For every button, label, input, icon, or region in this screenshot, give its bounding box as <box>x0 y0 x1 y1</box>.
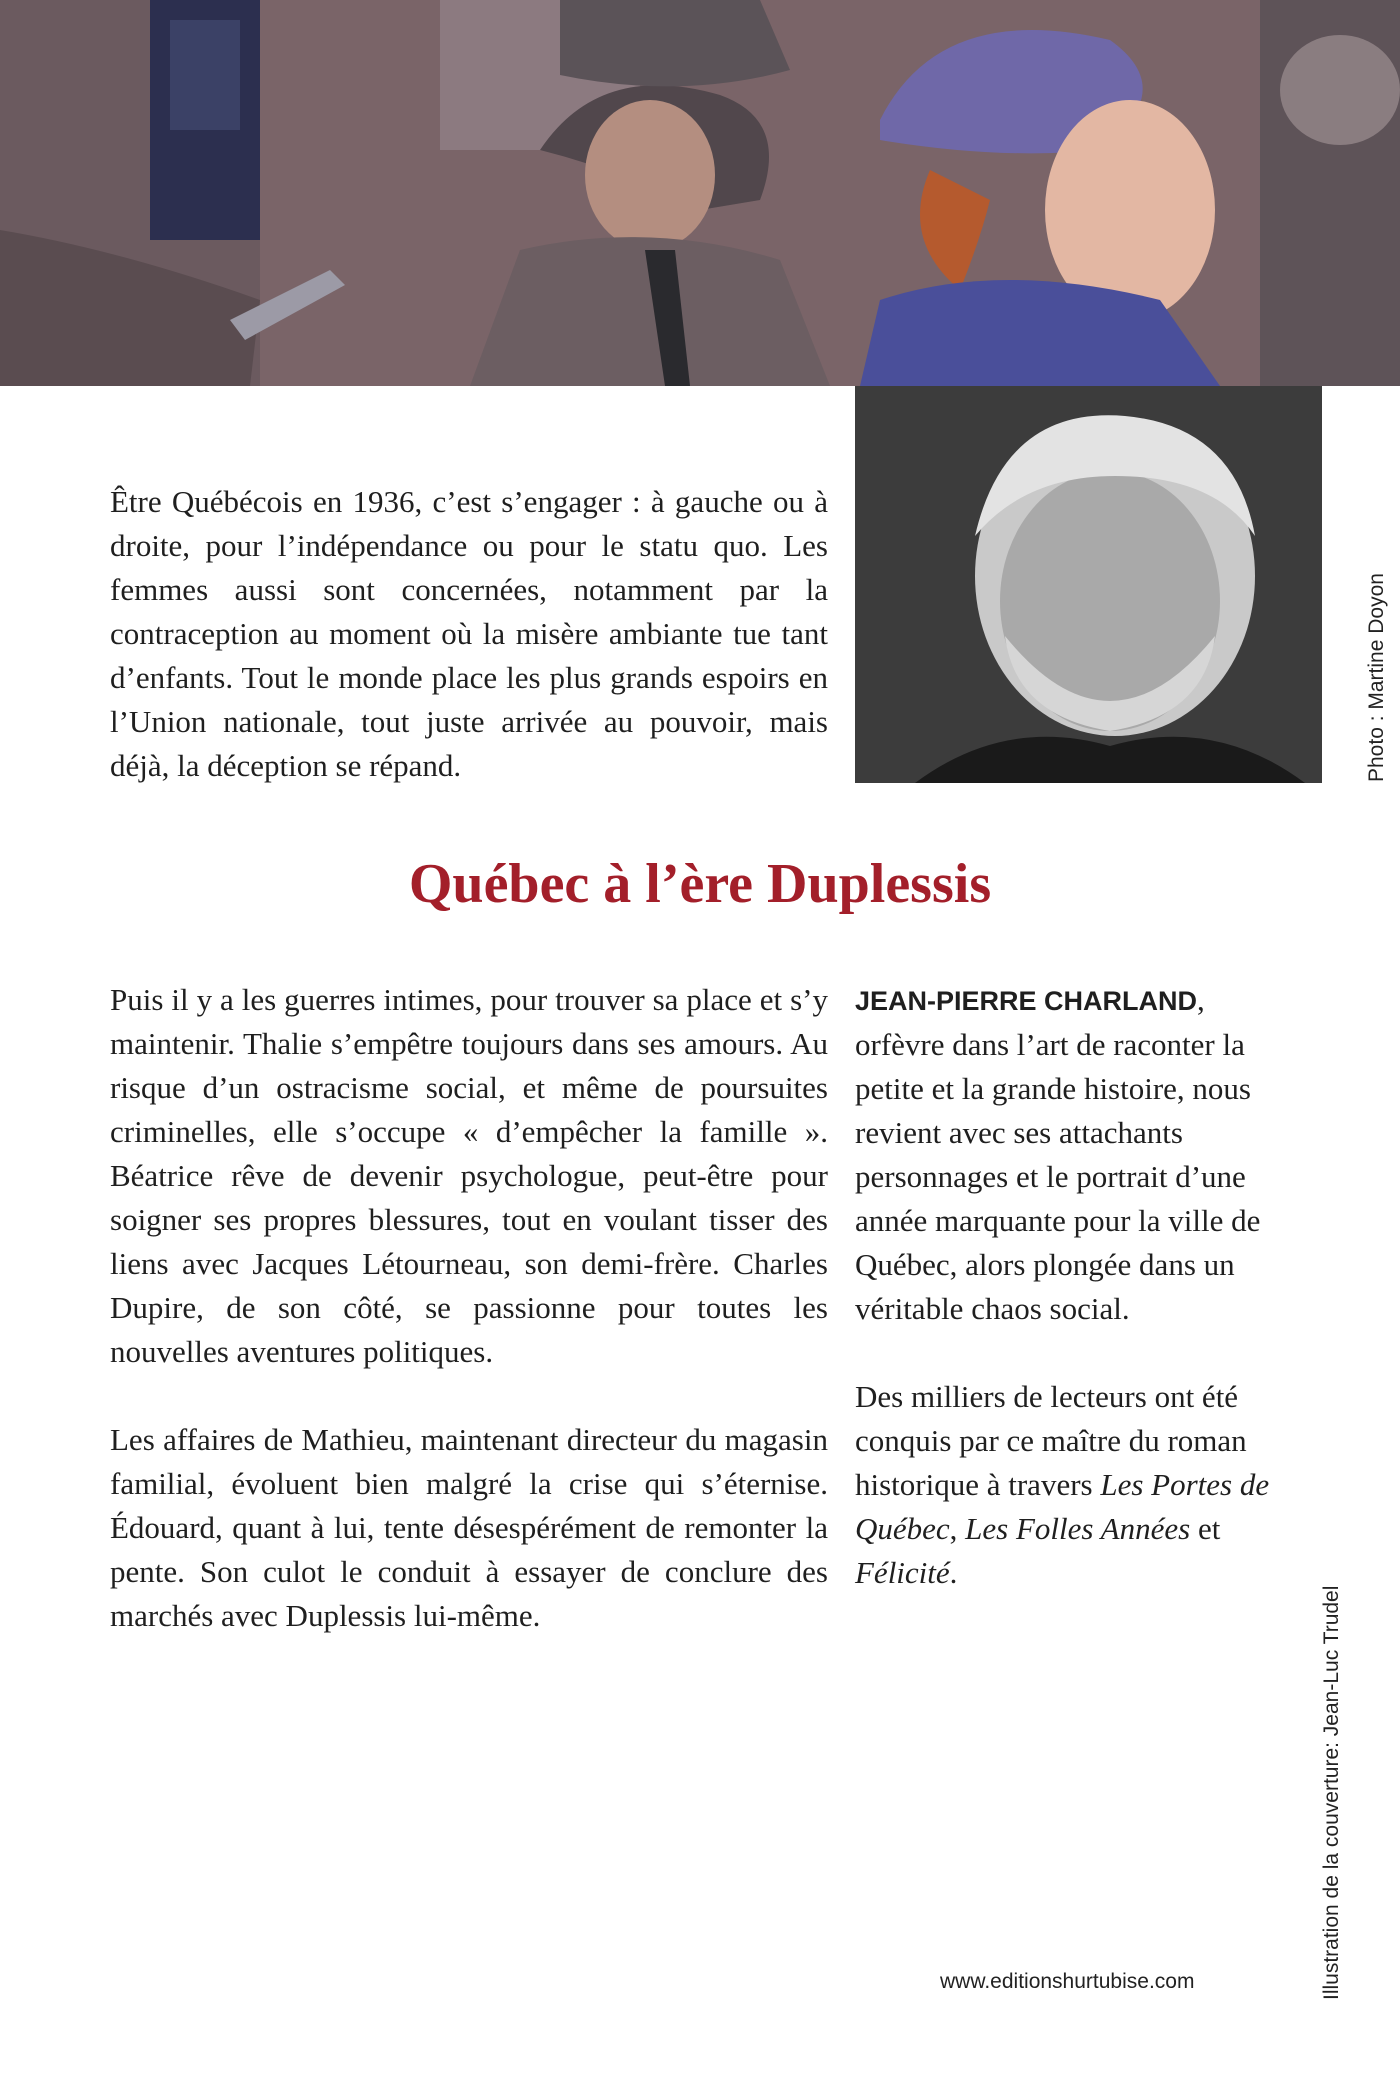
summary-paragraph-1: Puis il y a les guerres intimes, pour trouver sa place et s’y maintenir. Thalie s’empêtre toujours dans ses amours. Au risque d’un ostracisme social, et même de poursuites criminelles, elle s’occupe « d’empêcher la famille ». Béatrice rêve de devenir psychologue, peut-être pour soigner ses propres blessures, tout en voulant tisser des liens avec Jacques Létourneau, son demi-frère. Charles Dupire, de son côté, se passionne pour toutes les nouvelles aventures politiques. <box>110 982 828 1369</box>
cover-illustration <box>0 0 1400 386</box>
author-name: JEAN-PIERRE CHARLAND <box>855 986 1198 1016</box>
cover-credit <box>1320 1585 1350 2030</box>
sentence-end: . <box>949 1555 958 1590</box>
summary-column <box>110 978 828 1682</box>
readers-paragraph <box>855 1375 1295 1595</box>
summary-paragraph-2: Les affaires de Mathieu, maintenant directeur du magasin familial, évoluent bien malgré la crise qui s’éternise. Édouard, quant à lui, tente désespérément de remonter la pente. Son culot le conduit à essayer de conclure des marchés avec Duplessis lui-même. <box>110 1422 828 1633</box>
intro-paragraph: Être Québécois en 1936, c’est s’engager : à gauche ou à droite, pour l’indépendance ou pour le statu quo. Les femmes aussi sont concernées, notamment par la contraception au moment où la misère ambiante tue tant d’enfants. Tout le monde place les plus grands espoirs en l’Union nationale, tout juste arrivée au pouvoir, mais déjà, la déception se répand. <box>110 484 828 783</box>
author-bio-text: , orfèvre dans l’art de raconter la petite et la grande histoire, nous revient avec ses attachants personnages et le portrait d’une année marquante pour la ville de Québec, alors plongée dans un véritable chaos social. <box>855 982 1261 1326</box>
section-title: Québec à l’ère Duplessis <box>408 853 992 915</box>
book-title-1: Les Portes de Québec <box>855 1467 1270 1546</box>
publisher-website[interactable]: www.editionshurtubise.com <box>940 1970 1195 1993</box>
photo-credit-text: Photo : Martine Doyon <box>1365 573 1388 782</box>
author-bio <box>855 978 1295 1331</box>
readers-intro: Des milliers de lecteurs ont été conquis par ce maître du roman historique à travers <box>855 1379 1247 1502</box>
book-title-3: Félicité <box>855 1555 950 1590</box>
separator-1: , <box>949 1511 966 1546</box>
author-photo <box>855 386 1322 783</box>
author-bio-column <box>855 978 1295 1639</box>
book-title-2: Les Folles Années <box>965 1511 1191 1546</box>
separator-2: et <box>1190 1511 1221 1546</box>
cover-credit-text: Illustration de la couverture: Jean-Luc Trudel <box>1320 1585 1343 2000</box>
photo-credit <box>1365 573 1395 782</box>
